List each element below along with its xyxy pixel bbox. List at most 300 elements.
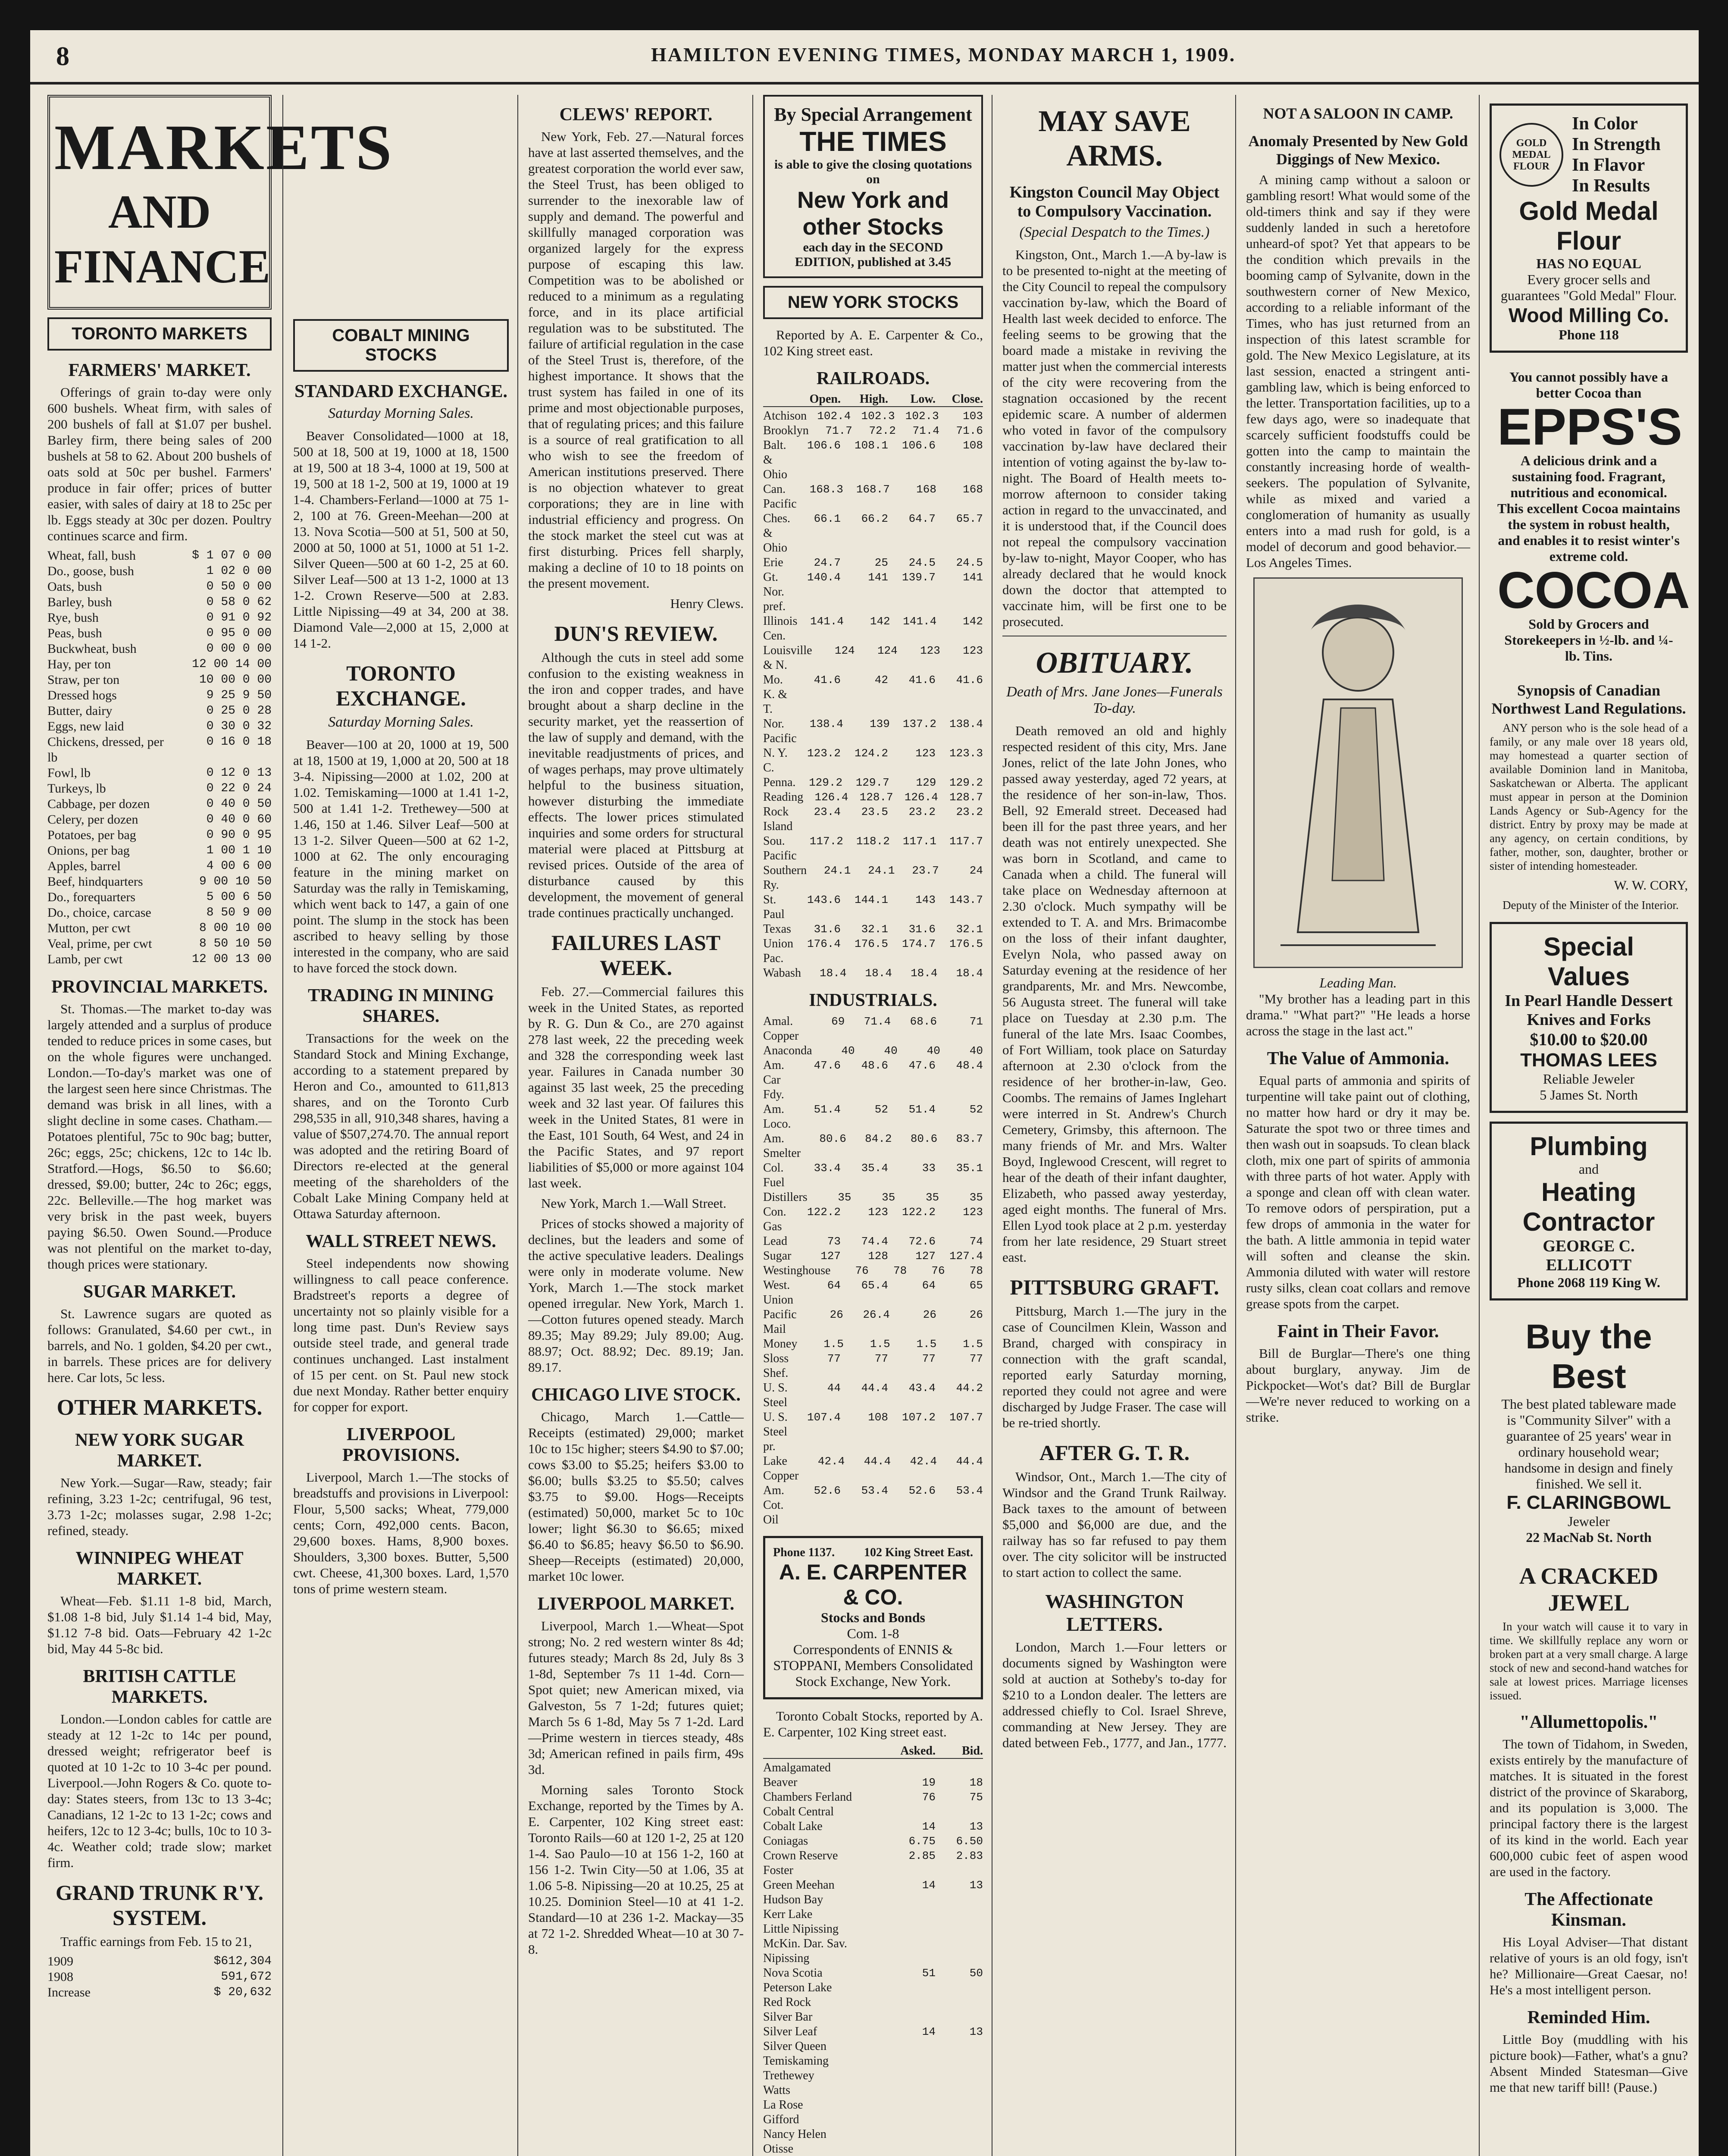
carpenter-correspondents: Correspondents of ENNIS & STOPPANI, Members Consolidated Stock Exchange, New York.: [773, 1642, 973, 1689]
stock-row: [763, 482, 983, 511]
cracked-jewel-heading: A CRACKED JEWEL: [1519, 1563, 1659, 1616]
col-high: High.: [859, 392, 888, 406]
stock-b: 13: [969, 1820, 983, 1833]
stock-l: 106.6: [902, 439, 936, 452]
stock-row: [763, 1190, 983, 1205]
stock-o: 106.6: [807, 439, 841, 452]
stock-o: 129.2: [809, 776, 843, 789]
stock-a: [888, 1922, 936, 1937]
column-markets: [47, 95, 394, 2156]
col-asked: Asked.: [900, 1744, 936, 1758]
stock-l: 123: [915, 747, 936, 760]
special-arrangement-banner: [763, 95, 983, 278]
stock-b: [936, 2098, 983, 2112]
obituary-text: Death removed an old and highly respected resident of this city, Mrs. Jane Jones, relict of the late John Jones, who passed away yesterday, aged 72 years, at the residence of her son-in-law, Thos. Bell, 92 Emerald street. Deceased had been ill for the past three years, and her death was not entirely unexpected. She was born in Scotland, and came to Canada when a child. The funeral will take place on Wednesday afternoon at 2.30 o'clock. Much sympathy will be extended to T. A. and Mrs. Brimacombe on the loss of their infant daughter, Evelyn Nola, who passed away on Saturday evening at the residence of her grandparents, Mr. and Mrs. Newcombe, 56 Augusta street. The funeral will take place on Tuesday at 2.30 p.m. The funeral of the late Mrs. Isaac Coombes, of Fort William, took place on Saturday afternoon at 2.30 o'clock from the residence of her brother-in-law, Geo. Coombs. The remains of James Inglehart were interred in St. Andrew's Church Cemetery, Grimsby, this afternoon. The many friends of Mr. and Mrs. Walter Boyd, Inglewood Crescent, will regret to hear of the death of their infant daughter, Elizabeth, who passed away yesterday, aged eight months. The funeral of Mrs. Ellen Lyod took place at 2 p.m. yesterday from her late residence, 29 Stuart street east.: [1002, 723, 1227, 1265]
stock-row: [763, 805, 983, 834]
stock-l: 26: [923, 1308, 936, 1321]
stock-o: 126.4: [814, 791, 848, 804]
banner-line-5: each day in the SECOND EDITION, published at 3.45: [795, 240, 952, 269]
stock-row: [763, 2039, 983, 2054]
produce-item: Fowl, lb: [47, 766, 91, 780]
stock-b: [936, 1863, 983, 1878]
gm-company: Wood Milling Co.: [1508, 304, 1669, 326]
stock-row: [763, 1878, 983, 1893]
stock-row: [763, 1834, 983, 1849]
produce-item: Dressed hogs: [47, 688, 117, 702]
sv-company-sub: Reliable Jeweler: [1543, 1071, 1635, 1087]
stock-l: 51.4: [908, 1103, 936, 1116]
stock-name: Coniagas: [763, 1834, 808, 1848]
faint-heading: Faint in Their Favor.: [1277, 1322, 1439, 1341]
stock-h: 44.4: [864, 1455, 891, 1468]
stock-a: [888, 1761, 936, 1775]
produce-row: [47, 734, 272, 765]
produce-row: [47, 657, 272, 672]
produce-price-table: [47, 548, 272, 967]
stock-h: 66.2: [861, 512, 888, 525]
stock-row: [763, 1044, 983, 1058]
no-saloon-text: A mining camp without a saloon or gambling resort! What would some of the old-timers think and say if they were suddenly landed in such a heretofore unheard-of spot? Yet that appears to be the condition which prevails in the booming camp of Sylvanite, down in the southwestern corner of New Mexico, according to a reliable informant of the Times, who has just returned from an inspection of this latest scramble for gold. The New Mexico Legislature, at its last session, enacted a stringent anti-gambling law, which is being enforced to the letter. Transportation facilities, up to a few days ago, were so inadequate that scarcely sufficient foodstuffs could be gotten into the camp to maintain the constantly increasing horde of wealth-seekers. The population of Sylvanite, while as mixed and varied a conglomeration of humanity as usually enters into a mad rush for gold, is a model of decorum and good behavior.—Los Angeles Times.: [1246, 172, 1470, 570]
no-saloon-heading: NOT A SALOON IN CAMP.: [1263, 105, 1453, 122]
stock-l: 52.6: [908, 1484, 936, 1497]
sv-title: Special Values: [1543, 932, 1634, 991]
sv-company: THOMAS LEES: [1520, 1050, 1657, 1071]
stock-name: Trethewey: [763, 2069, 814, 2082]
column-reports: [528, 95, 744, 2156]
stock-h: 78: [893, 1264, 907, 1277]
col-close: Close.: [952, 392, 983, 406]
stock-c: 143.7: [949, 893, 983, 906]
stock-h: 84.2: [865, 1132, 892, 1145]
epps-cocoa: COCOA: [1497, 561, 1690, 619]
stock-o: 51.4: [814, 1103, 841, 1116]
stock-a: [888, 1863, 936, 1878]
stock-h: 139: [870, 718, 890, 730]
stock-o: 24.1: [823, 864, 851, 877]
stock-name: Distillers: [763, 1191, 808, 1204]
stock-h: 40: [884, 1044, 898, 1057]
chicago-live-stock-text: Chicago, March 1.—Cattle—Receipts (estimated) 29,000; market 10c to 15c higher; steers $4.90 to $7.00; cows $3.00 to $5.25; heifers $3.00 to $6.00; bulls $3.25 to $5.50; calves $3.75 to $9.00. Hogs—Receipts (estimated) 50,000, market 5c to 10c lower; light $6.30 to $6.65; mixed $6.40 to $6.85; heavy $6.50 to $6.90. Sheep—Receipts (estimated) 20,000, market 10c lower.: [528, 1409, 744, 1584]
banner-line-1: By Special Arrangement: [774, 104, 972, 125]
stock-o: 117.2: [809, 835, 843, 848]
stock-h: 129.7: [855, 776, 889, 789]
produce-price: 0 30 0 32: [206, 720, 272, 733]
stock-o: 107.4: [807, 1411, 841, 1424]
stock-name: Green Meehan: [763, 1878, 835, 1892]
stock-name: Sloss Shef.: [763, 1352, 789, 1380]
stock-row: [763, 555, 983, 570]
liverpool-market-heading: LIVERPOOL MARKET.: [537, 1594, 735, 1614]
chicago-live-stock-heading: CHICAGO LIVE STOCK.: [531, 1385, 741, 1405]
stock-b: [936, 2010, 983, 2024]
wall-street-text: Steel independents now showing willingness to call peace conference. Bradstreet's reports a degree of uncertainty not so plainly visible for a long time past. Dun's Review says outside steel trade, and general trade continues unchanged. Last instalment of 15 per cent. on St. Paul new stock due next Monday. Rather better enquiry for copper for export.: [293, 1256, 509, 1414]
stock-row: [763, 2083, 983, 2098]
toronto-exchange-sub: Saturday Morning Sales.: [328, 714, 474, 730]
stock-name: Lake Copper: [763, 1454, 799, 1482]
stock-name: Little Nipissing: [763, 1922, 839, 1936]
produce-item: Turkeys, lb: [47, 781, 106, 796]
reported-by: Reported by A. E. Carpenter & Co., 102 King street east.: [763, 327, 983, 358]
stock-h: 24.1: [868, 864, 895, 877]
stock-row: [763, 2010, 983, 2024]
stock-name: Penna.: [763, 776, 796, 789]
produce-item: Eggs, new laid: [47, 719, 124, 733]
stock-a: [888, 2112, 936, 2127]
produce-item: Barley, bush: [47, 595, 112, 609]
stock-row: [763, 834, 983, 863]
liverpool-provisions-text: Liverpool, March 1.—The stocks of breadstuffs and provisions in Liverpool: Flour, 5,500 sacks; Wheat, 779,000 cents; Corn, 492,000 cents. Bacon, 29,600 boxes. Hams, 8,900 boxes. Shoulders, 3,300 boxes. Butter, 5,500 cwt. Cheese, 41,300 boxes. Lard, 1,570 tons of prime western steam.: [293, 1470, 509, 1596]
stock-c: 24.5: [956, 556, 983, 569]
bb-address: 22 MacNab St. North: [1526, 1529, 1652, 1545]
may-save-arms-text: Kingston, Ont., March 1.—A by-law is to be presented to-night at the meeting of the City Council to repeal the compulsory vaccination by-law, which the Board of Health last week decided to enforce. The feeling seems to be growing that the board made a mistake in reviving the matter just when the commercial interests of the city were recovering from the stagnation occasioned by the recent epidemic scare. A number of aldermen who voted in favor of the compulsory vaccination by-law have declared their intention of voting against the by-law to-night. The Board of Health meets to-morrow afternoon to consider taking action in regard to the unvaccinated, and it is understood that, if the Council does not repeal the compulsory vaccination by-law to-night, Mayor Cooper, who has already declared that he would knock down the doctor that attempted to vaccinate him, will be first one to be prosecuted.: [1002, 247, 1227, 629]
stock-h: 32.1: [861, 923, 888, 936]
stock-name: Louisville & N.: [763, 644, 812, 672]
epps-intro: You cannot possibly have a better Cocoa than: [1509, 369, 1669, 401]
stock-name: Brooklyn: [763, 424, 809, 437]
produce-price: 8 50 10 50: [199, 937, 272, 950]
stock-name: West. Union: [763, 1279, 793, 1307]
stock-h: 23.5: [861, 805, 888, 818]
column-rule: [1479, 95, 1480, 2156]
column-ads: [1490, 95, 1688, 2156]
carpenter-phone: Phone 1137.: [773, 1546, 835, 1559]
stock-o: 176.4: [807, 937, 841, 950]
gtr-value: $612,304: [213, 1955, 272, 1968]
stock-name: Sou. Pacific: [763, 834, 797, 862]
produce-price: 12 00 14 00: [192, 658, 272, 671]
land-regulations-heading: Synopsis of Canadian Northwest Land Regulations.: [1491, 682, 1686, 717]
stock-o: 73: [827, 1235, 841, 1248]
stock-b: [936, 2054, 983, 2068]
stock-l: 1.5: [916, 1338, 937, 1351]
stock-row: [763, 966, 983, 981]
stock-o: 33.4: [814, 1162, 841, 1175]
stock-o: 140.4: [807, 571, 841, 584]
stock-c: 128.7: [949, 791, 983, 804]
produce-item: Veal, prime, per cwt: [47, 937, 152, 951]
winnipeg-wheat-text: Wheat—Feb. $1.11 1-8 bid, March, $1.08 1-8 bid, July $1.14 1-4 bid, May, $1.12 7-8 bid. Oats—February 42 1-2c bid, May 44 5-8c bid.: [47, 1593, 272, 1656]
stock-h: 168.7: [856, 483, 890, 496]
stock-row: [763, 2054, 983, 2068]
stock-row: [763, 1761, 983, 1775]
stock-c: 123: [963, 644, 983, 657]
stock-c: 44.4: [956, 1455, 983, 1468]
produce-price: 1 02 0 00: [206, 564, 272, 578]
stock-row: [763, 2142, 983, 2156]
stock-h: 124.2: [854, 747, 888, 760]
produce-price: 0 91 0 92: [206, 611, 272, 624]
stock-name: Rock Island: [763, 805, 793, 833]
stock-h: 144.1: [854, 893, 888, 906]
gm-line-flavor: In Flavor: [1572, 155, 1645, 175]
special-despatch: (Special Despatch to the Times.): [1019, 224, 1210, 240]
stock-o: 1.5: [823, 1338, 844, 1351]
produce-row: [47, 936, 272, 952]
stock-a: [888, 2054, 936, 2068]
stock-h: 72.2: [869, 424, 896, 437]
plumbing-company: GEORGE C. ELLICOTT: [1543, 1237, 1635, 1274]
stock-c: 26: [969, 1308, 983, 1321]
plumbing-line-3: Heating: [1541, 1178, 1637, 1206]
stock-h: 176.5: [854, 937, 888, 950]
stock-name: U. S. Steel pr.: [763, 1410, 788, 1453]
stock-name: Pacific Mail: [763, 1308, 797, 1336]
produce-row: [47, 579, 272, 595]
stock-row: [763, 1014, 983, 1044]
other-markets-heading: OTHER MARKETS.: [56, 1395, 263, 1420]
stock-name: Crown Reserve: [763, 1849, 838, 1862]
stock-a: 2.85: [908, 1849, 936, 1862]
stock-l: 64: [922, 1279, 936, 1292]
winnipeg-wheat-heading: WINNIPEG WHEAT MARKET.: [75, 1548, 244, 1589]
produce-price: 0 58 0 62: [206, 595, 272, 609]
stock-name: Lead: [763, 1235, 787, 1248]
land-signature-title: Deputy of the Minister of the Interior.: [1503, 899, 1679, 912]
stock-row: [763, 1790, 983, 1805]
obituary-sub: Death of Mrs. Jane Jones—Funerals To-day.: [1006, 684, 1223, 716]
stock-a: [888, 2068, 936, 2083]
kinsman-heading: The Affectionate Kinsman.: [1525, 1890, 1653, 1930]
produce-row: [47, 796, 272, 812]
stock-o: 122.2: [807, 1206, 841, 1219]
produce-price: 4 00 6 00: [206, 859, 272, 873]
stock-a: [888, 1907, 936, 1922]
stock-l: 35: [925, 1191, 939, 1204]
provincial-markets-text: St. Thomas.—The market to-day was largely attended and a surplus of produce tended to reduce prices in some cases, but on the whole figures were unchanged. London.—To-day's market was one of the largest seen here since Christmas. The demand was brisk in all lines, with a slight decline in some cases. Chatham.—Potatoes plentiful, 75c to 90c bag; butter, 26c; eggs, 25c; chickens, 12c to 14c lb. Stratford.—Hogs, $6.50 to $6.60; dressed, $9.00; butter, 24c to 26c; eggs, 22c. Belleville.—The hog market was very brisk in the past week, buyers paying $6.50. Owen Sound.—Produce was not plentiful on the market to-day, though prices were stationary.: [47, 1001, 272, 1272]
stock-c: 176.5: [949, 937, 983, 950]
stock-h: 74.4: [861, 1235, 888, 1248]
stock-a: 6.75: [908, 1835, 936, 1848]
stock-h: 128.7: [859, 791, 893, 804]
stock-row: [763, 1819, 983, 1834]
produce-price: $ 1 07 0 00: [192, 549, 272, 562]
produce-row: [47, 843, 272, 859]
stock-h: 35: [882, 1191, 895, 1204]
stock-name: Nova Scotia: [763, 1966, 823, 1980]
stock-row: [763, 1775, 983, 1790]
stock-name: Otisse: [763, 2142, 793, 2156]
stock-o: 143.6: [807, 893, 841, 906]
stock-row: [763, 2068, 983, 2083]
stock-row: [763, 1278, 983, 1307]
stock-o: 69: [831, 1015, 845, 1028]
stock-l: 76: [931, 1264, 945, 1277]
produce-price: 9 00 10 50: [199, 875, 272, 888]
stock-c: 71.6: [956, 424, 983, 437]
epps-name: EPPS'S: [1497, 398, 1682, 456]
produce-item: Chickens, dressed, per lb: [47, 735, 164, 765]
stock-l: 137.2: [902, 718, 936, 730]
stock-l: 40: [927, 1044, 940, 1057]
stock-h: 142: [870, 615, 890, 628]
clews-report-text: New York, Feb. 27.—Natural forces have at last asserted themselves, and the greatest corporation the world ever saw, the Steel Trust, has been obliged to surrender to the inexorable law of supply and demand. The powerful and skillfully managed corporation was organized largely for the express purpose of escaping this law. Competition was to be abolished or reduced to a minimum as a regulating force, and in its place artificial regulation was to be substituted. The failure of artificial regulation in the case of the Steel Trust is, therefore, of the highest importance. It shows that the trust system has failed in one of its prime and most objectionable purposes, that of regulating prices; and this failure is a source of real gratification to all who wish to see the freedom of American institutions preserved. There is no objection whatever to great corporations; they are in line with industrial efficiency and progress. On the stock market the steel cut was at first disturbing. Prices fell sharply, making a decline of 10 to 18 points on the present movement.: [528, 129, 744, 591]
stock-l: 168: [916, 483, 936, 496]
stock-row: [763, 2024, 983, 2039]
provincial-markets-heading: PROVINCIAL MARKETS.: [51, 977, 268, 997]
allumettopolis-heading: "Allumettopolis.": [1519, 1712, 1658, 1732]
produce-item: Mutton, per cwt: [47, 921, 131, 935]
liverpool-market-text: Liverpool, March 1.—Wheat—Spot strong; No. 2 red western winter 8s 4d; futures steady; March 8s 2d, July 8s 3 1-8d, September 7s 11 1-4d. Corn—Spot quiet; new American mixed, via Galveston, 5s 7 1-2d; futures quiet; March 5s 6 1-8d, May 5s 7 1-2d. Lard—Prime western in tierces steady, 48s 3d; American refined in pails firm, 49s 3d.: [528, 1618, 744, 1777]
stock-c: 35: [969, 1191, 983, 1204]
stock-a: [888, 1981, 936, 1995]
stock-c: 65: [969, 1279, 983, 1292]
stock-b: 13: [969, 1879, 983, 1892]
stock-l: 68.6: [910, 1015, 937, 1028]
ammonia-heading: The Value of Ammonia.: [1267, 1049, 1449, 1069]
stock-row: [763, 1981, 983, 1995]
stock-name: Foster: [763, 1864, 793, 1877]
produce-row: [47, 595, 272, 610]
stock-l: 107.2: [902, 1411, 936, 1424]
produce-row: [47, 827, 272, 843]
stock-name: Atchison: [763, 409, 807, 423]
stock-name: Cobalt Central: [763, 1805, 834, 1818]
stock-row: [763, 1937, 983, 1951]
may-save-arms-sub: Kingston Council May Object to Compulsory Vaccination.: [1009, 183, 1220, 220]
stock-row: [763, 643, 983, 673]
stock-a: [888, 2039, 936, 2054]
stock-name: Reading: [763, 790, 804, 804]
stock-o: 77: [827, 1352, 841, 1365]
stock-row: [763, 673, 983, 717]
reminded-text: Little Boy (muddling with his picture book)—Father, what's a gnu? Absent Minded Statesman—Give me that new tariff bill! (Pause.): [1490, 2032, 1688, 2095]
produce-row: [47, 672, 272, 688]
produce-item: Peas, bush: [47, 626, 102, 640]
produce-item: Beef, hindquarters: [47, 874, 143, 889]
stock-b: [936, 2142, 983, 2156]
produce-price: 1 00 1 10: [206, 844, 272, 857]
wall-street-note: New York, March 1.—Wall Street.: [541, 1196, 726, 1211]
produce-price: 0 40 0 60: [206, 813, 272, 826]
stock-l: 31.6: [908, 923, 936, 936]
stock-o: 26: [830, 1308, 843, 1321]
produce-row: [47, 890, 272, 905]
stock-row: [763, 775, 983, 790]
buy-the-best-ad: [1490, 1309, 1688, 1553]
stock-b: [936, 2127, 983, 2142]
stock-h: 44.4: [861, 1382, 888, 1395]
col-low: Low.: [910, 392, 936, 406]
stock-row: [763, 511, 983, 555]
produce-item: Do., goose, bush: [47, 564, 134, 578]
stock-row: [763, 1995, 983, 2010]
stock-o: 40: [841, 1044, 855, 1057]
stock-h: 18.4: [865, 967, 892, 980]
cobalt-stocks-table: [763, 1761, 983, 2156]
stock-c: 129.2: [949, 776, 983, 789]
stock-c: 117.7: [949, 835, 983, 848]
land-signature: W. W. CORY,: [1614, 877, 1688, 893]
stock-table-header: [763, 392, 983, 407]
stock-h: 102.3: [861, 410, 895, 423]
stock-l: 139.7: [902, 571, 936, 584]
produce-item: Oats, bush: [47, 580, 102, 594]
cobalt-mining-heading: COBALT MINING STOCKS: [293, 319, 509, 372]
stock-l: 41.6: [908, 674, 936, 686]
stock-row: [763, 1849, 983, 1863]
banner-line-2: THE TIMES: [799, 126, 947, 157]
stock-l: 143: [915, 893, 936, 906]
stock-a: 51: [922, 1967, 936, 1980]
col-open: Open.: [809, 392, 841, 406]
stock-b: [936, 1937, 983, 1951]
pittsburg-graft-heading: PITTSBURG GRAFT.: [1010, 1275, 1219, 1299]
epps-cocoa-ad: [1490, 361, 1688, 672]
stock-name: Watts: [763, 2084, 791, 2097]
gtr-value: 591,672: [221, 1970, 272, 1984]
reminded-heading: Reminded Him.: [1527, 2008, 1650, 2028]
new-york-text: Prices of stocks showed a majority of declines, but the leaders and some of the active speculative leaders. Dealings were only in moderate volume. New York, March 1.—The stock market opened irregular. New York, March 1.—Cotton futures opened steady. March 89.35; May 89.29; July 89.00; Aug. 88.97; Oct. 88.92; Dec. 89.19; Jan. 89.17.: [528, 1216, 744, 1375]
pittsburg-graft-text: Pittsburg, March 1.—The jury in the case of Councilmen Klein, Wasson and Brand, charged with conspiracy in connection with the graft scandal, reported early Saturday morning, reported they could not agree and were discharged by Judge Fraser. The case will be re-tried shortly.: [1002, 1304, 1227, 1430]
stock-name: Silver Leaf: [763, 2025, 817, 2038]
stock-name: Am. Car Fdy.: [763, 1059, 784, 1101]
stock-h: 1.5: [870, 1338, 890, 1351]
plumbing-phone: Phone 2068 119 King W.: [1517, 1275, 1660, 1290]
stock-name: N. Y. C.: [763, 746, 788, 774]
stock-o: 64: [827, 1279, 841, 1292]
produce-price: 0 22 0 24: [206, 782, 272, 795]
stock-name: Nipissing: [763, 1952, 810, 1965]
produce-item: Wheat, fall, bush: [47, 548, 136, 563]
finance-title: AND FINANCE: [54, 185, 271, 293]
stock-row: [763, 1249, 983, 1263]
stock-name: Westinghouse: [763, 1264, 831, 1277]
stock-c: 48.4: [956, 1059, 983, 1072]
british-cattle-text: London.—London cables for cattle are steady at 12 1-2c to 14c per pound, dressed weight; refrigerator beef is quoted at 10 1-2c to 10 3-4c per pound. Liverpool.—John Rogers & Co. quote to-day: States steers, from 13c to 13 3-4c; Canadians, 12 1-2c to 13 1-2c; cows and heifers, 12c to 12 3-4c; bulls, 10c to 10 3-4c. Weather cold; trade slow; market firm.: [47, 1711, 272, 1870]
stock-c: 71: [969, 1015, 983, 1028]
stock-name: Nor. Pacific: [763, 717, 797, 745]
stock-name: Sugar: [763, 1249, 792, 1263]
produce-price: 0 00 0 00: [206, 642, 272, 655]
epps-text: A delicious drink and a sustaining food. Fragrant, nutritious and economical. This excellent Cocoa maintains the system in robust health, and enables it to resist winter's extreme cold.: [1497, 453, 1680, 564]
stock-h: 42: [874, 674, 888, 686]
stock-row: [763, 2098, 983, 2112]
gtr-label: 1908: [47, 1970, 73, 1984]
stock-row: [763, 570, 983, 614]
stock-h: 123: [868, 1206, 888, 1219]
produce-row: [47, 781, 272, 796]
stock-row: [763, 1951, 983, 1966]
stock-name: Red Rock: [763, 1996, 811, 2009]
column-cobalt: [293, 95, 509, 2156]
stock-c: 123: [963, 1206, 983, 1219]
produce-item: Cabbage, per dozen: [47, 797, 150, 811]
stock-a: [888, 2127, 936, 2142]
stock-h: 53.4: [861, 1484, 888, 1497]
gtr-value: $ 20,632: [213, 1986, 272, 1999]
stock-b: [936, 1893, 983, 1907]
clews-report-heading: CLEWS' REPORT.: [559, 105, 713, 125]
stock-h: 108: [868, 1411, 888, 1424]
cobalt-stocks-heading: Toronto Cobalt Stocks, reported by A. E. Carpenter, 102 King street east.: [763, 1708, 983, 1739]
stock-o: 71.7: [825, 424, 852, 437]
stock-o: 127: [820, 1250, 841, 1263]
produce-row: [47, 688, 272, 703]
trading-mining-heading: TRADING IN MINING SHARES.: [308, 986, 494, 1026]
industrials-table: [763, 1014, 983, 1527]
cobalt-table-header: [763, 1744, 983, 1759]
stock-name: Am. Cot. Oil: [763, 1484, 784, 1526]
stock-o: 41.6: [814, 674, 841, 686]
stock-a: 19: [922, 1776, 936, 1789]
stock-c: 24: [969, 864, 983, 877]
gm-title: Gold Medal Flour: [1519, 197, 1659, 255]
washington-letters-text: London, March 1.—Four letters or documents signed by Washington were sold at auction at Sotheby's to-day for $210 to a London dealer. The letters are addressed chiefly to Col. Israel Shreve, commanding at New Jersey. They are dated between Feb., 1777, and Jan., 1777.: [1002, 1639, 1227, 1750]
column-features: [1246, 95, 1470, 2156]
stock-l: 23.7: [912, 864, 939, 877]
kinsman-text: His Loyal Adviser—That distant relative of yours is an old fogy, isn't he? Millionaire—Great Caesar, no! He's a most intelligent person.: [1490, 1934, 1688, 1997]
stock-l: 33: [922, 1162, 936, 1175]
